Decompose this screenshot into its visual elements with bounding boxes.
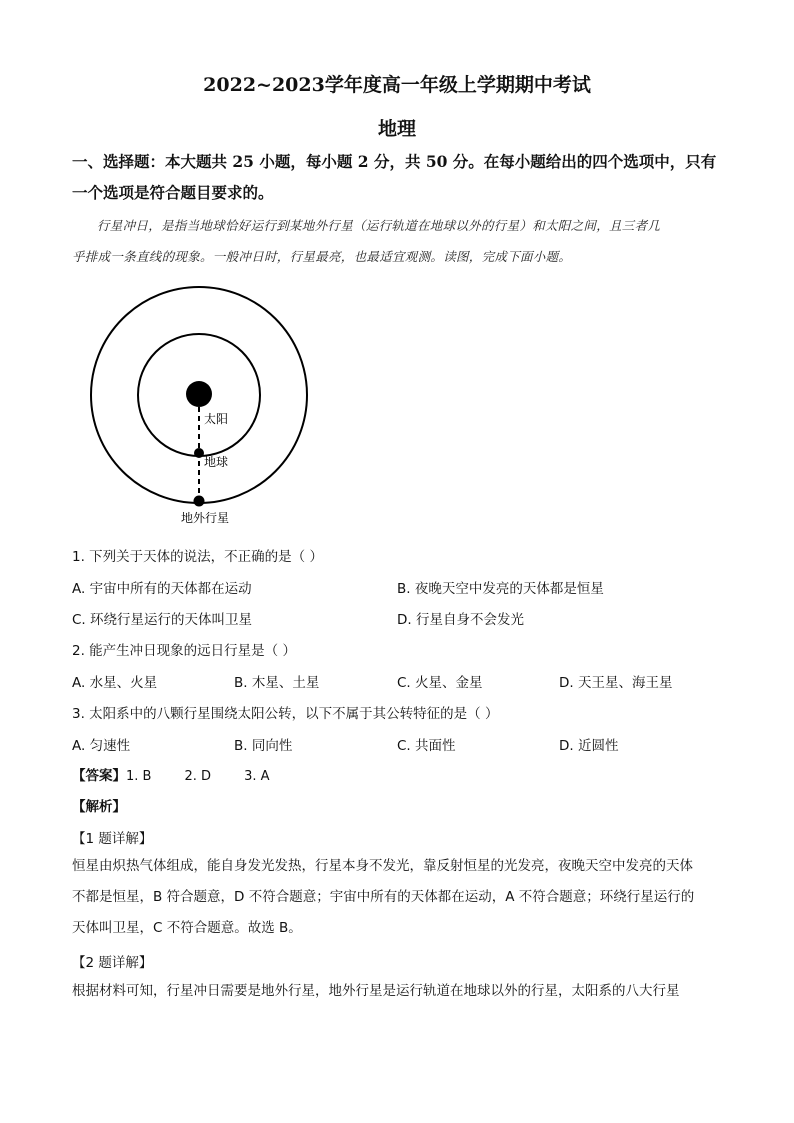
opposition-diagram (86, 282, 316, 532)
question-2-option-a: A. 水星、火星 (72, 675, 158, 691)
answer-text: 1. B 2. D 3. A (126, 769, 270, 784)
question-2-option-c: C. 火星、金星 (397, 675, 483, 691)
question-3-option-d: D. 近圆性 (559, 738, 619, 754)
section-heading-line2: 一个选项是符合题目要求的。 (72, 183, 274, 202)
answer-block (72, 764, 270, 784)
earth-label: 地球 (204, 455, 229, 469)
section-heading-line1: 一、选择题：本大题共 25 小题，每小题 2 分，共 50 分。在每小题给出的四个选项中，只有 (72, 152, 717, 171)
q1-detail-paragraph (72, 851, 722, 944)
question-2-stem: 2. 能产生冲日现象的远日行星是（ ） (72, 643, 296, 659)
question-3-option-c: C. 共面性 (397, 738, 456, 754)
q1-detail-line2: 不都是恒星，B 符合题意，D 不符合题意；宇宙中所有的天体都在运动，A 不符合题意；环绕行星运行的 (72, 889, 695, 905)
earth-icon (194, 448, 204, 458)
question-1-option-d: D. 行星自身不会发光 (397, 612, 524, 628)
analysis-label: 【解析】 (72, 799, 126, 815)
q1-detail-line1: 恒星由炽热气体组成，能自身发光发热，行星本身不发光，靠反射恒星的光发亮，夜晚天空中发亮的天体 (72, 858, 693, 874)
question-1-stem: 1. 下列关于天体的说法，不正确的是（ ） (72, 549, 323, 565)
planet-label: 地外行星 (181, 511, 230, 525)
sun-icon (186, 381, 212, 407)
question-2-option-d: D. 天王星、海王星 (559, 675, 673, 691)
question-3-stem: 3. 太阳系中的八颗行星围绕太阳公转，以下不属于其公转特征的是（ ） (72, 706, 499, 722)
question-1-option-b: B. 夜晚天空中发亮的天体都是恒星 (397, 581, 604, 597)
q2-detail-label: 【2 题详解】 (72, 955, 153, 971)
sun-label: 太阳 (204, 412, 229, 426)
q1-detail-line3: 天体叫卫星，C 不符合题意。故选 B。 (72, 920, 302, 936)
intro-line2: 乎排成一条直线的现象。一般冲日时，行星最亮，也最适宜观测。读图，完成下面小题。 (72, 249, 572, 264)
intro-paragraph (72, 210, 722, 272)
planet-icon (194, 496, 205, 507)
question-1-option-a: A. 宇宙中所有的天体都在运动 (72, 581, 252, 597)
section-heading (72, 146, 722, 208)
q2-detail-paragraph (72, 976, 722, 1007)
q2-detail-line1: 根据材料可知，行星冲日需要是地外行星，地外行星是运行轨道在地球以外的行星，太阳系的八大行星 (72, 983, 680, 999)
exam-title: 2022~2023学年度高一年级上学期期中考试 (203, 74, 591, 96)
subject-title: 地理 (377, 118, 416, 140)
q1-detail-label: 【1 题详解】 (72, 831, 153, 847)
question-2-option-b: B. 木星、土星 (234, 675, 320, 691)
question-3-option-b: B. 同向性 (234, 738, 293, 754)
answer-label: 【答案】 (72, 768, 126, 784)
question-1-option-c: C. 环绕行星运行的天体叫卫星 (72, 612, 253, 628)
intro-line1: 行星冲日，是指当地球恰好运行到某地外行星（运行轨道在地球以外的行星）和太阳之间，且三者几 (97, 218, 661, 233)
question-3-option-a: A. 匀速性 (72, 738, 131, 754)
